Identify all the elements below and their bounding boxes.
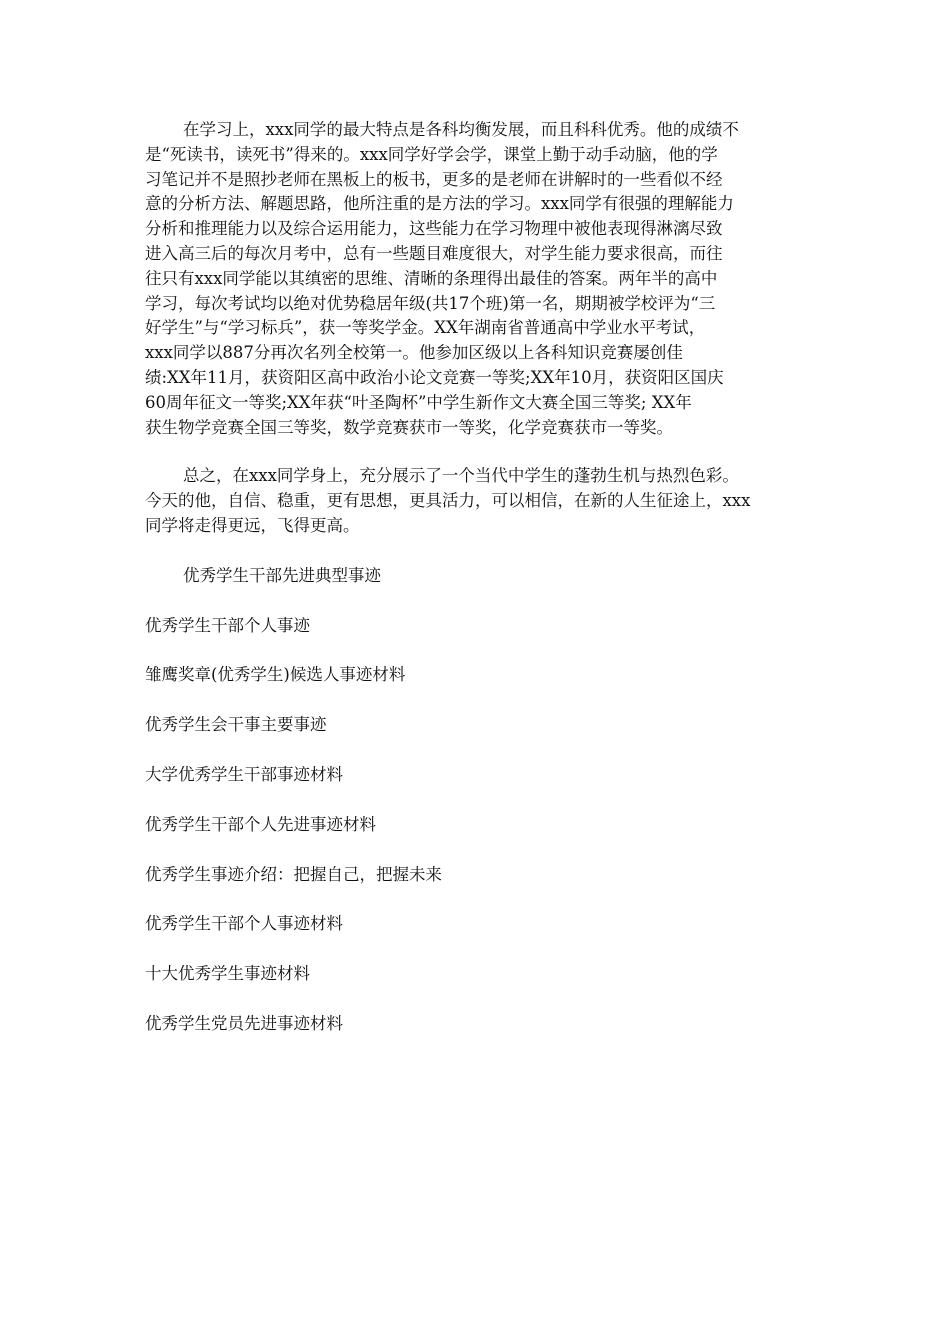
- text-line: 同学将走得更远，飞得更高。: [145, 515, 360, 535]
- related-article-link[interactable]: 优秀学生干部个人事迹材料: [145, 914, 343, 934]
- text-line: 好学生”与“学习标兵”，获一等奖学金。XX年湖南省普通高中学业水平考试，: [145, 318, 706, 338]
- related-article-link[interactable]: 优秀学生事迹介绍：把握自己，把握未来: [145, 864, 442, 884]
- paragraph-conclusion: [145, 464, 825, 538]
- related-article-link[interactable]: 优秀学生干部个人先进事迹材料: [145, 814, 376, 834]
- text-line: 今天的他，自信、稳重，更有思想，更具活力，可以相信，在新的人生征途上，xxx: [145, 491, 751, 511]
- related-articles-heading: 优秀学生干部先进典型事迹: [183, 565, 381, 585]
- related-article-link[interactable]: 优秀学生党员先进事迹材料: [145, 1013, 343, 1033]
- text-line: 60周年征文一等奖;XX年获“叶圣陶杯”中学生新作文大赛全国三等奖; XX年: [145, 392, 692, 412]
- text-line: 是“死读书，读死书”得来的。xxx同学好学会学，课堂上勤于动手动脑，他的学: [145, 144, 718, 164]
- text-line: 获生物学竞赛全国三等奖，数学竞赛获市一等奖，化学竞赛获市一等奖。: [145, 417, 673, 437]
- text-line: 意的分析方法、解题思路，他所注重的是方法的学习。xxx同学有很强的理解能力: [145, 194, 734, 214]
- text-line: 往只有xxx同学能以其缜密的思维、清晰的条理得出最佳的答案。两年半的高中: [145, 268, 718, 288]
- document-page: [145, 118, 825, 1062]
- related-article-link[interactable]: 大学优秀学生干部事迹材料: [145, 764, 343, 784]
- text-line: 进入高三后的每次月考中，总有一些题目难度很大，对学生能力要求很高，而往: [145, 243, 723, 263]
- related-article-link[interactable]: 优秀学生干部个人事迹: [145, 615, 310, 635]
- text-line: xxx同学以887分再次名列全校第一。他参加区级以上各科知识竞赛屡创佳: [145, 343, 683, 363]
- text-line: 分析和推理能力以及综合运用能力，这些能力在学习物理中被他表现得淋漓尽致: [145, 219, 723, 239]
- related-article-link[interactable]: 雏鹰奖章(优秀学生)候选人事迹材料: [145, 665, 406, 685]
- related-article-link[interactable]: 优秀学生会干事主要事迹: [145, 715, 327, 735]
- text-line: 总之，在xxx同学身上，充分展示了一个当代中学生的蓬勃生机与热烈色彩。: [183, 466, 739, 486]
- related-article-link[interactable]: 十大优秀学生事迹材料: [145, 964, 310, 984]
- related-articles-list: [145, 614, 825, 1037]
- text-line: 学习，每次考试均以绝对优势稳居年级(共17个班)第一名，期期被学校评为“三: [145, 293, 716, 313]
- paragraph-academic-performance: [145, 118, 825, 440]
- text-line: 绩:XX年11月，获资阳区高中政治小论文竞赛一等奖;XX年10月，获资阳区国庆: [145, 367, 724, 387]
- text-line: 在学习上，xxx同学的最大特点是各科均衡发展，而且科科优秀。他的成绩不: [183, 120, 739, 139]
- text-line: 习笔记并不是照抄老师在黑板上的板书，更多的是老师在讲解时的一些看似不经: [145, 169, 723, 189]
